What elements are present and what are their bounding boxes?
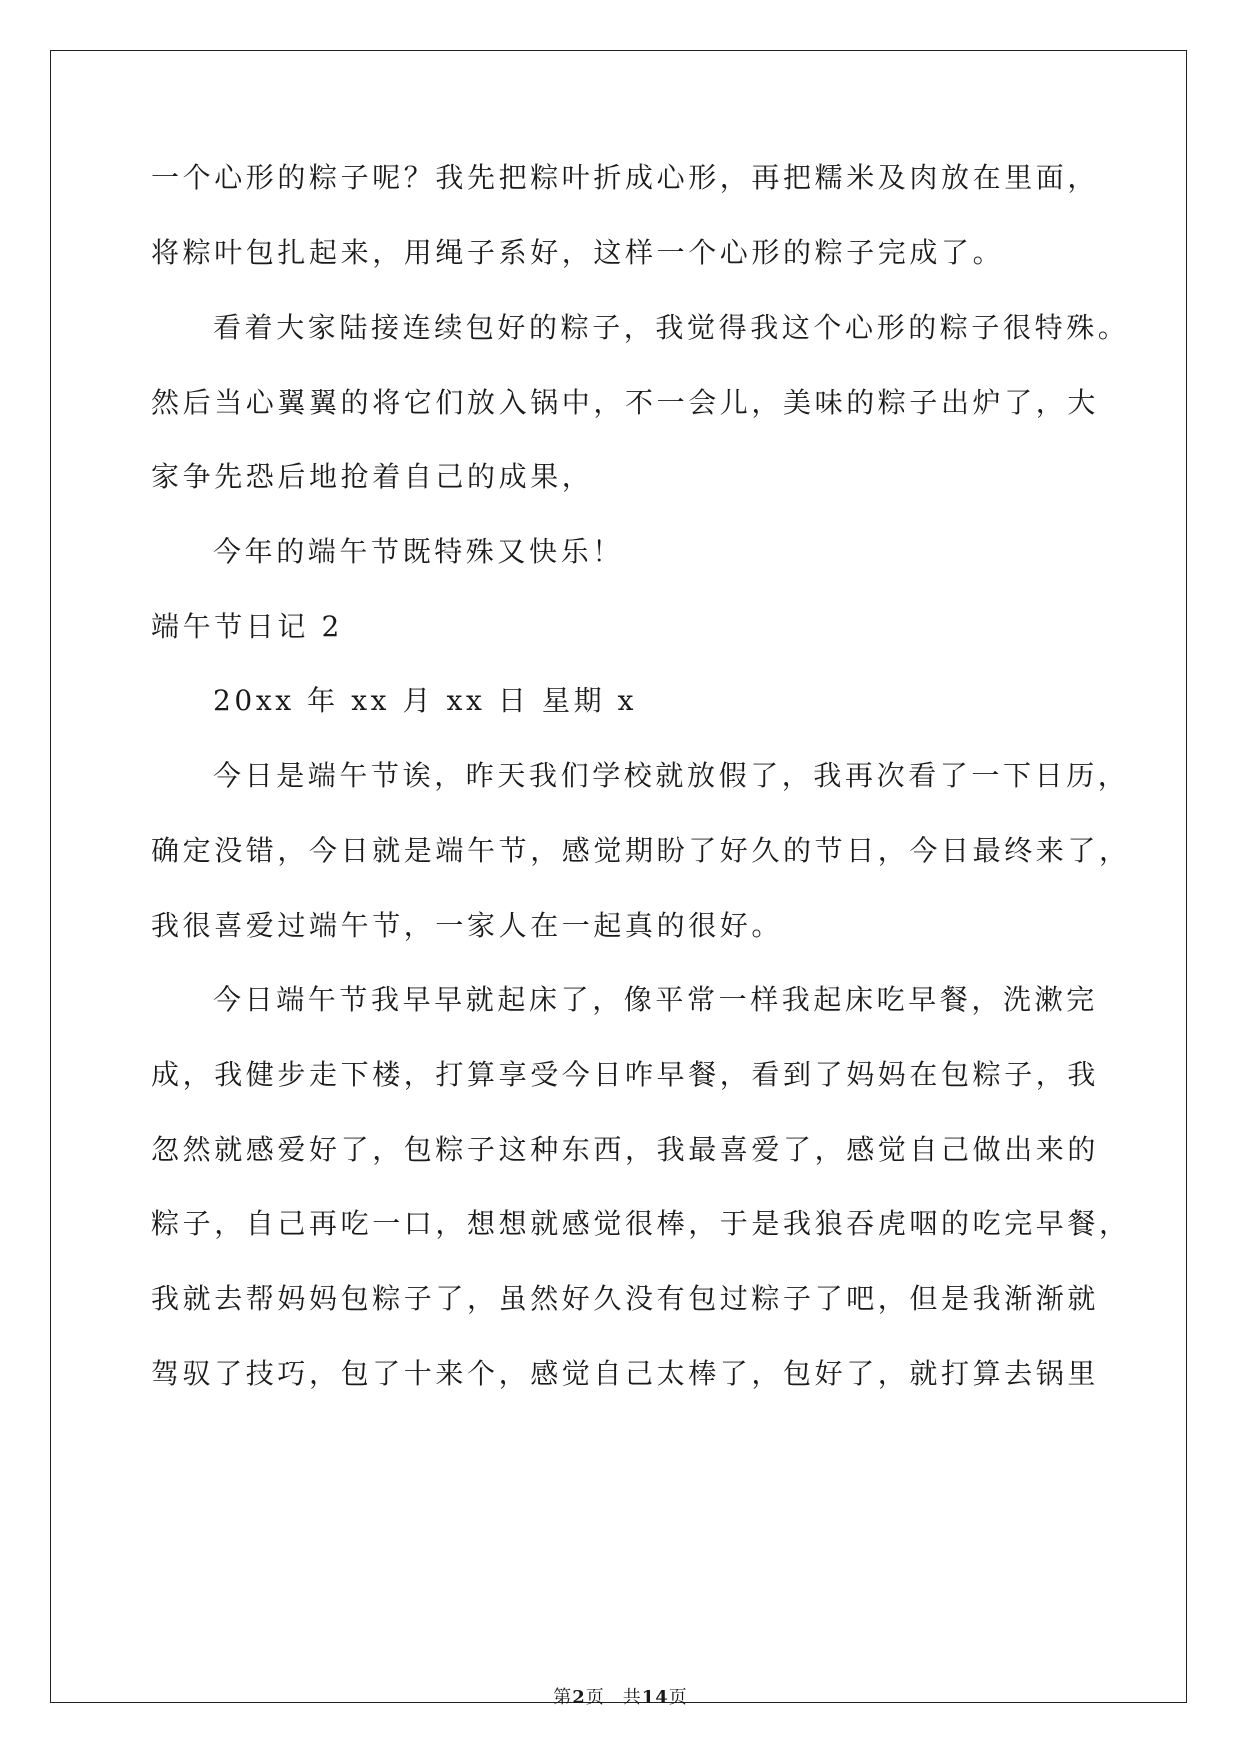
- paragraph-line: 粽子，自己再吃一口，想想就感觉很棒，于是我狼吞虎咽的吃完早餐，: [151, 1207, 1131, 1240]
- footer-page-suffix: 页: [585, 1687, 605, 1708]
- paragraph-line: 今日端午节我早早就起床了，像平常一样我起床吃早餐，洗漱完: [213, 983, 1098, 1016]
- paragraph-line: 然后当心翼翼的将它们放入锅中，不一会儿，美味的粽子出炉了，大: [151, 386, 1100, 419]
- footer-total-prefix: 共: [622, 1687, 642, 1708]
- footer-page-prefix: 第: [553, 1687, 573, 1708]
- paragraph-line: 我很喜爱过端午节，一家人在一起真的很好。: [151, 909, 784, 942]
- paragraph-line: 今日是端午节诶，昨天我们学校就放假了，我再次看了一下日历，: [213, 759, 1130, 792]
- date-line: 20xx 年 xx 月 xx 日 星期 x: [213, 684, 638, 717]
- paragraph-line: 家争先恐后地抢着自己的成果，: [151, 460, 594, 493]
- paragraph-line: 忽然就感爱好了，包粽子这种东西，我最喜爱了，感觉自己做出来的: [151, 1133, 1100, 1166]
- paragraph-line: 今年的端午节既特殊又快乐！: [213, 535, 624, 568]
- page-footer: [0, 1683, 1241, 1709]
- paragraph-line: 我就去帮妈妈包粽子了，虽然好久没有包过粽子了吧，但是我渐渐就: [151, 1282, 1100, 1315]
- footer-page-number: 2: [572, 1687, 586, 1708]
- paragraph-line: 驾驭了技巧，包了十来个，感觉自己太棒了，包好了，就打算去锅里: [151, 1357, 1100, 1390]
- page-border: [50, 50, 1187, 1703]
- paragraph-line: 确定没错，今日就是端午节，感觉期盼了好久的节日，今日最终来了，: [151, 834, 1131, 867]
- paragraph-line: 将粽叶包扎起来，用绳子系好，这样一个心形的粽子完成了。: [151, 236, 1005, 269]
- section-heading: 端午节日记 2: [151, 610, 343, 643]
- footer-total-pages: 14: [641, 1687, 669, 1708]
- paragraph-line: 成，我健步走下楼，打算享受今日咋早餐，看到了妈妈在包粽子，我: [151, 1058, 1100, 1091]
- footer-total-suffix: 页: [668, 1687, 688, 1708]
- paragraph-line: 看着大家陆接连续包好的粽子，我觉得我这个心形的粽子很特殊。: [213, 311, 1130, 344]
- paragraph-line: 一个心形的粽子呢？我先把粽叶折成心形，再把糯米及肉放在里面，: [151, 161, 1100, 194]
